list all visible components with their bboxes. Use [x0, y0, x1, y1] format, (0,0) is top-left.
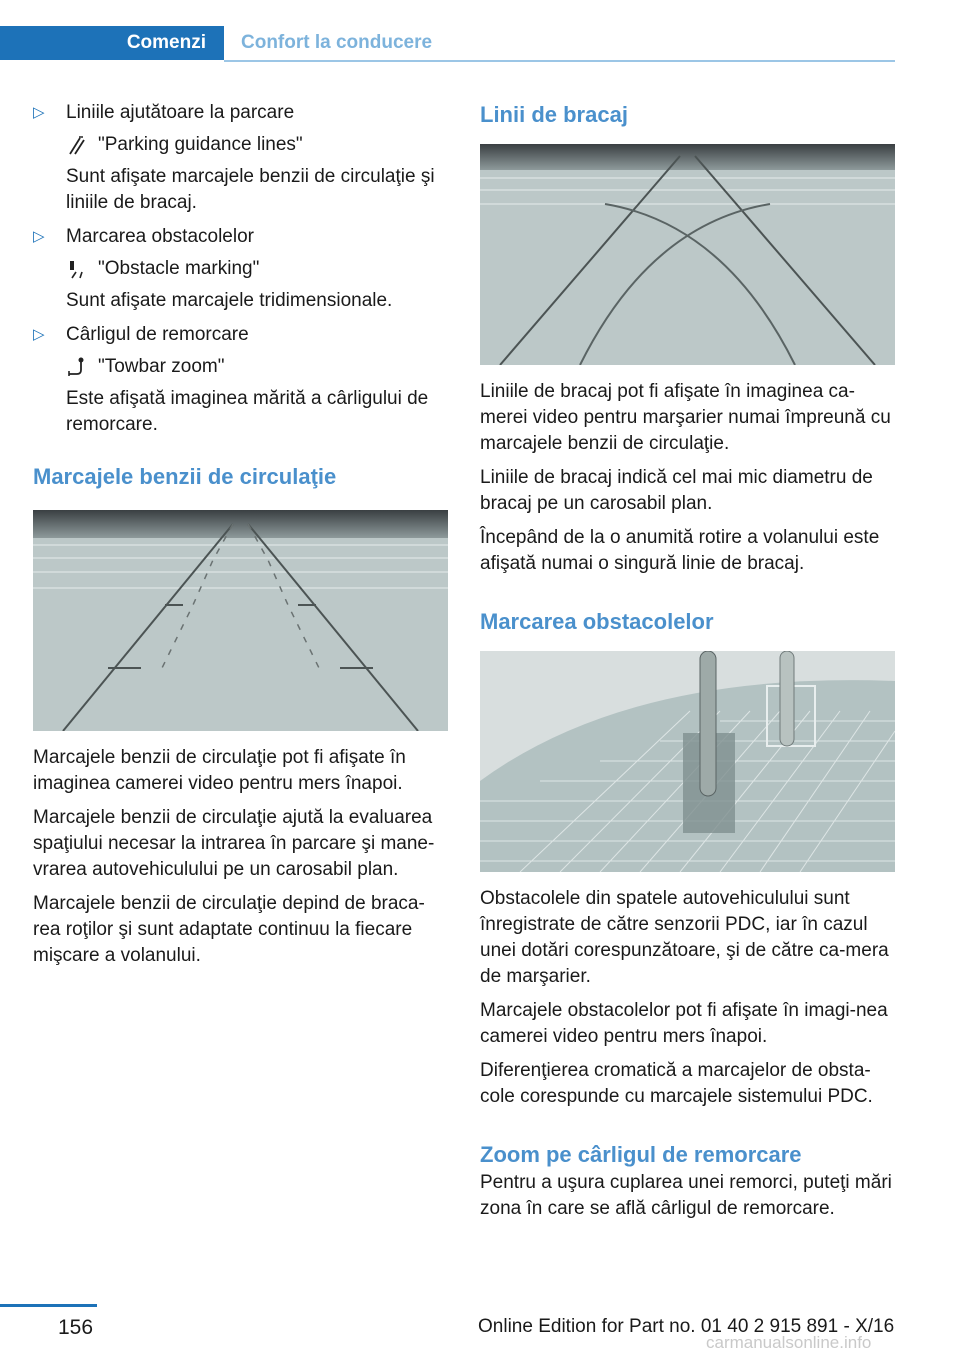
- page-header: [0, 26, 895, 62]
- obstacle-marking-image: [480, 651, 895, 872]
- bullet-towbar-zoom: [33, 322, 451, 438]
- header-divider: [224, 60, 895, 62]
- footer-divider: [0, 1304, 97, 1307]
- paragraph: Pentru a uşura cuplarea unei remorci, puteţi mări zona în care se află cârligul de remorcare.: [480, 1172, 892, 1219]
- right-column: [480, 100, 898, 1222]
- bullet-triangle-icon: ▷: [33, 326, 45, 343]
- page-number: 156: [58, 1316, 94, 1339]
- bullet-desc: Sunt afişate marcajele tridimensionale.: [66, 290, 393, 311]
- paragraph: Marcajele benzii de circulaţie depind de braca-rea roţilor şi sunt adaptate continuu la fiecare mişcare a volanului.: [33, 893, 425, 966]
- paragraph: Liniile de bracaj indică cel mai mic diametru de bracaj pe un carosabil plan.: [480, 467, 873, 514]
- section-title-obstacle-marking: Marcarea obstacolelor: [480, 609, 714, 634]
- bullet-triangle-icon: ▷: [33, 228, 45, 245]
- bullet-desc: Este afişată imaginea mărită a cârligului de remorcare.: [66, 388, 429, 435]
- bullet-obstacle-marking: [33, 224, 451, 314]
- obstacle-marking-icon: [66, 258, 88, 280]
- tab-comenzi[interactable]: Comenzi: [0, 26, 224, 60]
- section-title-towbar-zoom: Zoom pe cârligul de remorcare: [480, 1142, 802, 1167]
- towbar-zoom-icon: [66, 356, 88, 378]
- option-label: "Towbar zoom": [98, 356, 225, 377]
- paragraph: Diferenţierea cromatică a marcajelor de obsta-cole corespunde cu marcajele sistemului PDC.: [480, 1060, 873, 1107]
- watermark: carmanualsonline.info: [706, 1333, 872, 1352]
- bullet-title: Liniile ajutătoare la parcare: [66, 102, 295, 123]
- bullet-desc: Sunt afişate marcajele benzii de circulaţie şi liniile de bracaj.: [66, 166, 435, 213]
- bullet-triangle-icon: ▷: [33, 104, 45, 121]
- paragraph: Marcajele benzii de circulaţie ajută la evaluarea spaţiului necesar la intrarea în parcare şi mane-vrarea autovehiculului pe un carosabil plan.: [33, 807, 435, 880]
- edition-text: Online Edition for Part no. 01 40 2 915 891 - X/16: [478, 1316, 895, 1337]
- option-label: "Parking guidance lines": [98, 134, 303, 155]
- paragraph: Marcajele obstacolelor pot fi afişate în imagi-nea camerei video pentru mers înapoi.: [480, 1000, 888, 1047]
- bullet-parking-guidance: [33, 100, 451, 216]
- parking-guidance-icon: [66, 134, 88, 156]
- paragraph: Începând de la o anumită rotire a volanului este afişată numai o singură linie de bracaj.: [480, 527, 880, 574]
- option-label: "Obstacle marking": [98, 258, 260, 279]
- left-column: [33, 100, 451, 969]
- paragraph: Marcajele benzii de circulaţie pot fi afişate în imaginea camerei video pentru mers înapoi.: [33, 747, 406, 794]
- paragraph: Liniile de bracaj pot fi afişate în imaginea ca-merei video pentru marşarier numai împreună cu marcajele benzii de circulaţie.: [480, 381, 891, 454]
- tab-confort-la-conducere[interactable]: Confort la conducere: [241, 32, 433, 53]
- bullet-title: Marcarea obstacolelor: [66, 226, 254, 247]
- bullet-title: Cârligul de remorcare: [66, 324, 249, 345]
- section-title-turning-lines: Linii de bracaj: [480, 102, 628, 127]
- section-title-lane-markings: Marcajele benzii de circulaţie: [33, 464, 337, 489]
- lane-markings-image: [33, 510, 448, 731]
- turning-lines-image: [480, 144, 895, 365]
- paragraph: Obstacolele din spatele autovehiculului sunt înregistrate de către senzorii PDC, iar în cazul unei dotări corespunzătoare, şi de către ca-mera de marşarier.: [480, 888, 889, 987]
